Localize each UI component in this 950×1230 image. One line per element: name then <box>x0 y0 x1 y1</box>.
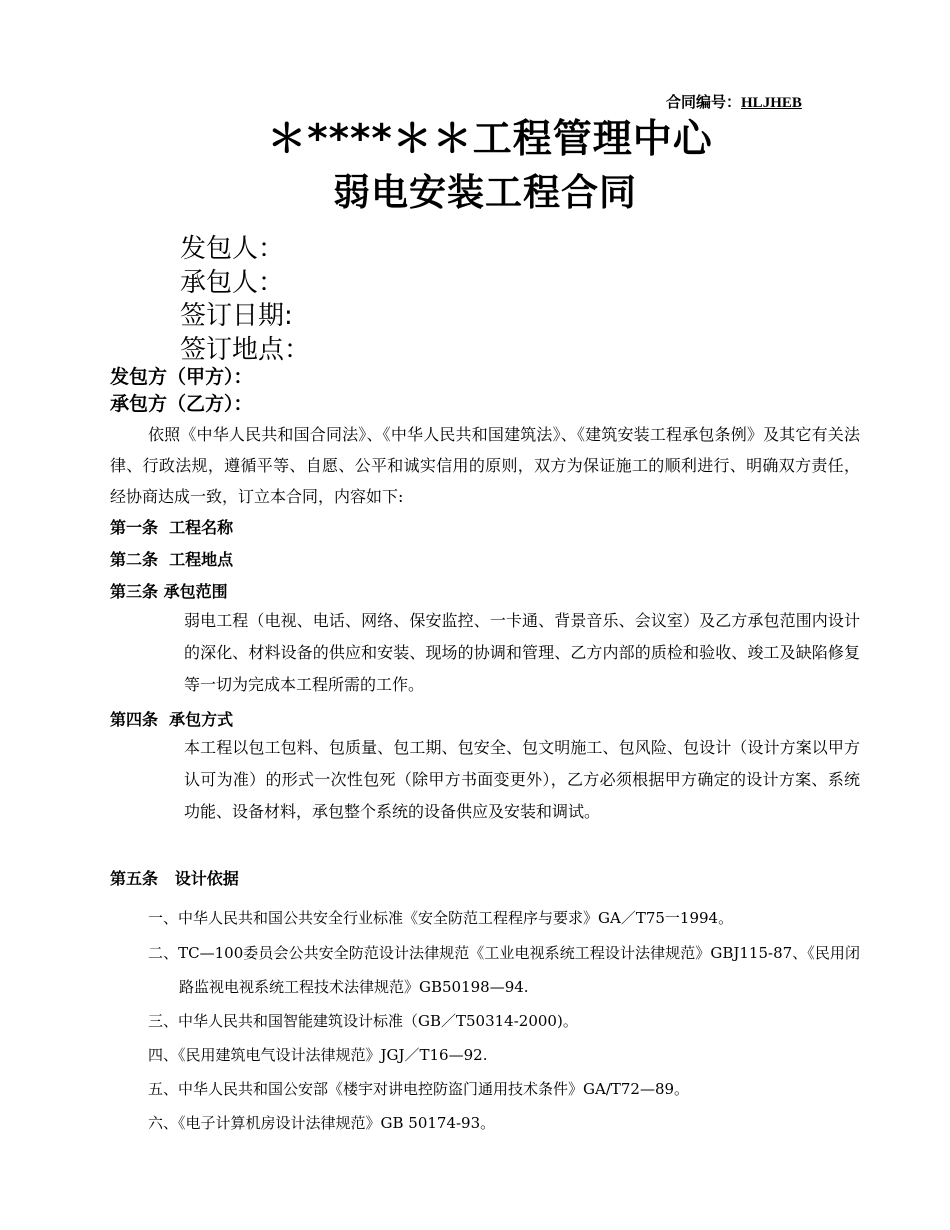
article-3-body: 弱电工程（电视、电话、网络、保安监控、一卡通、背景音乐、会议室）及乙方承包范围内设计的深化、材料设备的供应和安装、现场的协调和管理、乙方内部的质检和验收、竣工及缺陷修复等一切为完成本工程所需的工作。 <box>184 611 860 694</box>
cover-field-contractor: 承包人： <box>180 268 285 298</box>
article-2-heading: 第二条 工程地点 <box>110 550 234 569</box>
cover-field-sign-place: 签订地点： <box>180 335 311 365</box>
design-basis-item-3: 三、中华人民共和国智能建筑设计标准（GB／T50314-2000)。 <box>148 1012 578 1030</box>
article-3-heading: 第三条 承包范围 <box>110 582 228 601</box>
article-5-heading: 第五条 设计依据 <box>110 869 239 888</box>
organization-title: ＊****＊＊工程管理中心 <box>267 117 713 162</box>
party-a: 发包方（甲方）： <box>110 366 253 388</box>
article-4-body: 本工程以包工包料、包质量、包工期、包安全、包文明施工、包风险、包设计（设计方案以甲方认可为准）的形式一次性包死（除甲方书面变更外），乙方必须根据甲方确定的设计方案、系统功能、设备材料，承包整个系统的设备供应及安装和调试。 <box>184 738 860 821</box>
cover-field-employer: 发包人： <box>180 234 285 264</box>
design-basis-item-4: 四、《民用建筑电气设计法律规范》JGJ／T16—92. <box>148 1046 488 1064</box>
contract-number-value: HLJHEB <box>741 95 802 111</box>
intro-paragraph: 依照《中华人民共和国合同法》、《中华人民共和国建筑法》、《建筑安装工程承包条例》及其它有关法律、行政法规，遵循平等、自愿、公平和诚实信用的原则，双方为保证施工的顺利进行、明确双方责任，经协商达成一致，订立本合同，内容如下: <box>110 425 860 506</box>
design-basis-item-5: 五、中华人民共和国公安部《楼宇对讲电控防盗门通用技术条件》GA/T72—89。 <box>148 1080 690 1098</box>
design-basis-item-1: 一、中华人民共和国公共安全行业标准《安全防范工程程序与要求》GA／T75一1994。 <box>148 909 734 927</box>
design-basis-item-6: 六、《电子计算机房设计法律规范》GB 50174-93。 <box>148 1114 496 1132</box>
party-b: 承包方（乙方）： <box>110 393 253 415</box>
article-4-heading: 第四条 承包方式 <box>110 710 234 729</box>
cover-field-sign-date: 签订日期: <box>180 301 293 331</box>
design-basis-item-2: 二、TC—100委员会公共安全防范设计法律规范《工业电视系统工程设计法律规范》GBJ115-87、《民用闭路监视电视系统工程技术法律规范》GB50198—94. <box>148 944 860 996</box>
contract-title: 弱电安装工程合同 <box>333 171 637 214</box>
contract-number-label: 合同编号： <box>666 93 742 111</box>
article-1-heading: 第一条 工程名称 <box>110 518 234 537</box>
